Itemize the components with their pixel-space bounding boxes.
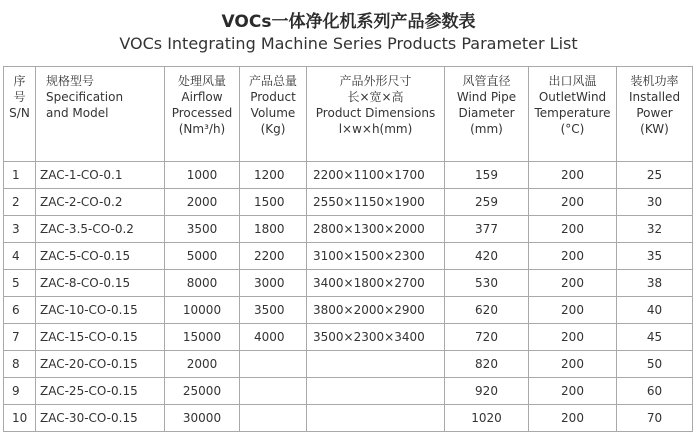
cell-sn: 8 [4,351,36,378]
cell-volume: 4000 [240,324,307,351]
cell-power: 70 [617,405,693,432]
table-row [4,243,693,270]
cell-dimensions: 3800×2000×2900 [307,297,445,324]
cell-model: ZAC-2-CO-0.2 [36,189,165,216]
table-row [4,189,693,216]
cell-temperature: 200 [529,270,617,297]
table-row [4,297,693,324]
header-line: Product [250,90,296,104]
cell-power: 35 [617,243,693,270]
cell-power: 25 [617,162,693,189]
header-dimensions [307,67,445,162]
header-line: Processed [171,106,233,120]
cell-volume: 3000 [240,270,307,297]
header-line: Airflow [181,90,223,104]
header-temperature [529,67,617,162]
cell-pipe-diameter: 720 [445,324,529,351]
header-line: OutletWind [538,90,607,104]
cell-airflow: 8000 [165,270,240,297]
cell-pipe-diameter: 620 [445,297,529,324]
cell-model: ZAC-3.5-CO-0.2 [36,216,165,243]
cell-airflow: 5000 [165,243,240,270]
cell-volume [240,351,307,378]
cell-model: ZAC-8-CO-0.15 [36,270,165,297]
cell-power: 30 [617,189,693,216]
cell-airflow: 30000 [165,405,240,432]
table-row [4,324,693,351]
header-line: 产品总量 [248,74,297,88]
cell-model: ZAC-25-CO-0.15 [36,378,165,405]
header-line: 序 [13,74,26,88]
header-line: 处理风量 [177,74,226,88]
cell-volume: 3500 [240,297,307,324]
header-line: (Kg) [260,122,286,136]
cell-volume: 2200 [240,243,307,270]
cell-sn: 1 [4,162,36,189]
cell-volume [240,405,307,432]
header-volume [240,67,307,162]
header-line: (Nm³/h) [178,122,226,136]
cell-dimensions [307,405,445,432]
cell-model: ZAC-5-CO-0.15 [36,243,165,270]
cell-temperature: 200 [529,297,617,324]
cell-sn: 4 [4,243,36,270]
cell-sn: 9 [4,378,36,405]
header-pipe-diameter [445,67,529,162]
cell-pipe-diameter: 820 [445,351,529,378]
cell-airflow: 15000 [165,324,240,351]
header-line: 规格型号 [46,74,95,88]
header-airflow [165,67,240,162]
header-line: 装机功率 [630,74,679,88]
cell-pipe-diameter: 1020 [445,405,529,432]
header-sn [4,67,36,162]
table-body [4,162,693,432]
table-row [4,405,693,432]
cell-temperature: 200 [529,405,617,432]
cell-sn: 5 [4,270,36,297]
cell-temperature: 200 [529,324,617,351]
cell-power: 60 [617,378,693,405]
header-model [36,67,165,162]
parameter-table [3,66,693,432]
cell-power: 45 [617,324,693,351]
cell-dimensions: 2550×1150×1900 [307,189,445,216]
cell-airflow: 25000 [165,378,240,405]
cell-dimensions: 2800×1300×2000 [307,216,445,243]
cell-sn: 10 [4,405,36,432]
cell-pipe-diameter: 159 [445,162,529,189]
table-row [4,162,693,189]
cell-pipe-diameter: 377 [445,216,529,243]
header-line: 产品外形尺寸 [339,74,412,88]
cell-dimensions: 3400×1800×2700 [307,270,445,297]
header-line: (°C) [560,122,585,136]
title-english: VOCs Integrating Machine Series Products Parameter List [119,34,578,53]
cell-pipe-diameter: 530 [445,270,529,297]
cell-temperature: 200 [529,351,617,378]
cell-power: 40 [617,297,693,324]
header-line: Volume [250,106,296,120]
cell-volume [240,378,307,405]
cell-temperature: 200 [529,189,617,216]
cell-airflow: 1000 [165,162,240,189]
cell-temperature: 200 [529,243,617,270]
cell-volume: 1500 [240,189,307,216]
cell-airflow: 2000 [165,351,240,378]
header-power [617,67,693,162]
cell-volume: 1200 [240,162,307,189]
cell-pipe-diameter: 420 [445,243,529,270]
header-line: 风管直径 [462,74,511,88]
table-row [4,378,693,405]
cell-temperature: 200 [529,378,617,405]
header-line: Temperature [534,106,611,120]
cell-power: 32 [617,216,693,243]
header-line: (mm) [470,122,503,136]
cell-sn: 2 [4,189,36,216]
cell-model: ZAC-10-CO-0.15 [36,297,165,324]
cell-pipe-diameter: 259 [445,189,529,216]
header-line: 号 [13,90,26,104]
cell-dimensions: 3500×2300×3400 [307,324,445,351]
cell-airflow: 2000 [165,189,240,216]
cell-sn: 6 [4,297,36,324]
cell-sn: 3 [4,216,36,243]
cell-model: ZAC-15-CO-0.15 [36,324,165,351]
header-line: Diameter [458,106,515,120]
cell-dimensions: 2200×1100×1700 [307,162,445,189]
table-row [4,270,693,297]
header-line: Installed [628,90,681,104]
cell-model: ZAC-30-CO-0.15 [36,405,165,432]
header-line: and Model [46,106,109,120]
header-line: S/N [9,106,30,120]
header-row [4,67,693,162]
table-row [4,216,693,243]
header-line: 长×宽×高 [347,90,404,104]
cell-sn: 7 [4,324,36,351]
header-line: 出口风温 [548,74,597,88]
table-row [4,351,693,378]
cell-power: 50 [617,351,693,378]
cell-dimensions [307,378,445,405]
cell-dimensions [307,351,445,378]
header-line: Power [636,106,673,120]
cell-temperature: 200 [529,162,617,189]
header-line: l×w×h(mm) [338,122,413,136]
header-line: Specification [46,90,124,104]
cell-power: 38 [617,270,693,297]
header-line: (KW) [640,122,669,136]
cell-airflow: 10000 [165,297,240,324]
cell-model: ZAC-1-CO-0.1 [36,162,165,189]
cell-model: ZAC-20-CO-0.15 [36,351,165,378]
title-chinese: VOCs一体净化机系列产品参数表 [221,12,476,32]
header-line: Product Dimensions [315,106,436,120]
cell-pipe-diameter: 920 [445,378,529,405]
cell-volume: 1800 [240,216,307,243]
cell-dimensions: 3100×1500×2300 [307,243,445,270]
cell-temperature: 200 [529,216,617,243]
header-line: Wind Pipe [456,90,517,104]
cell-airflow: 3500 [165,216,240,243]
